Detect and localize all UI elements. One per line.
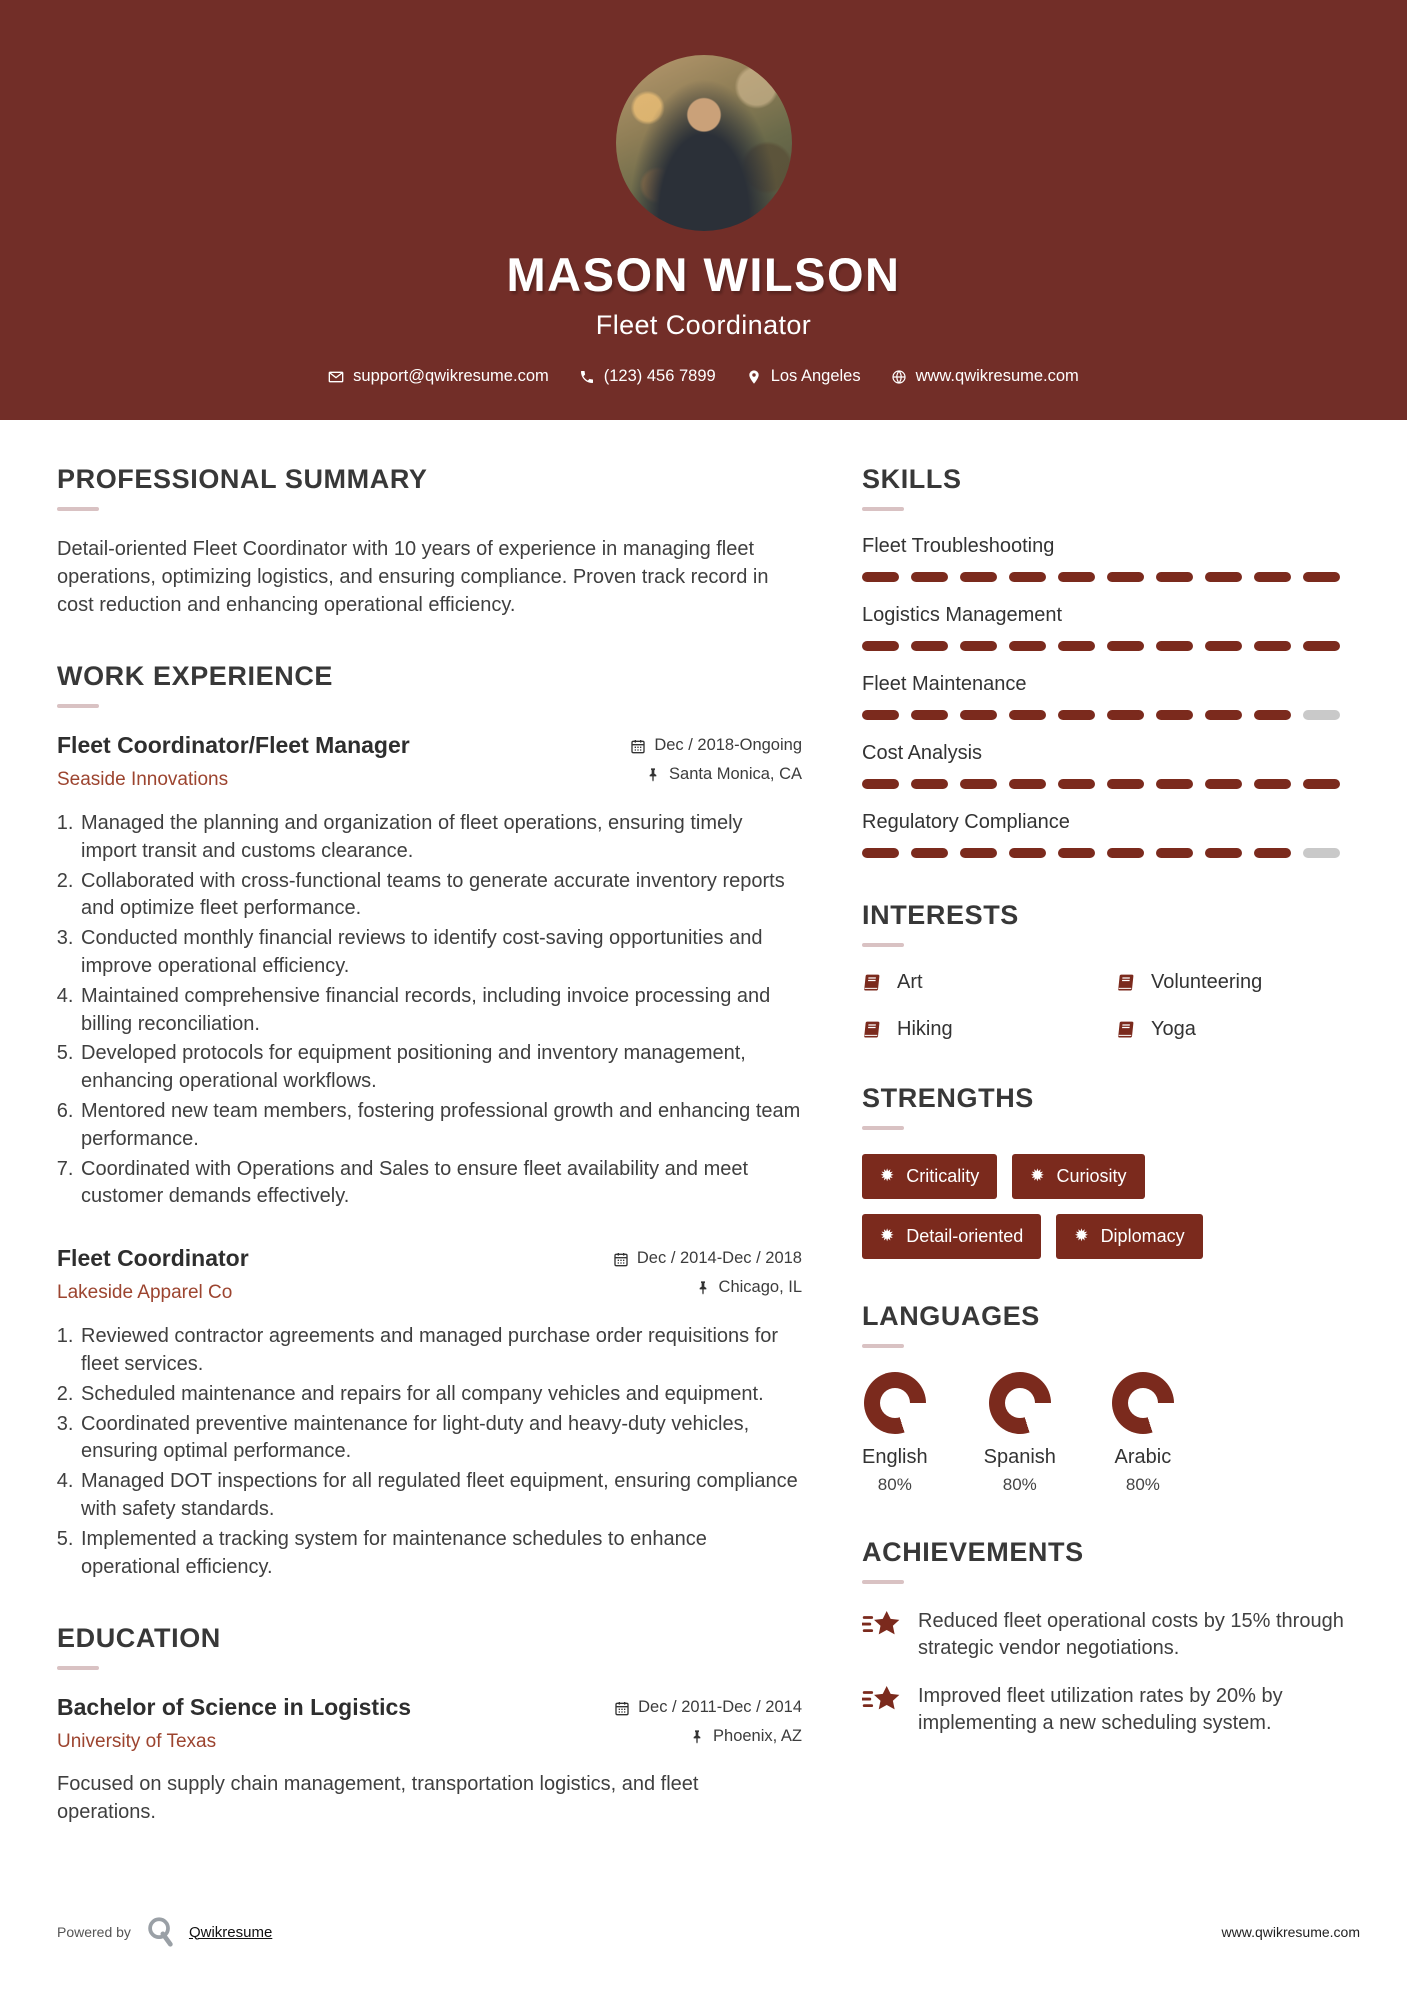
person-name: MASON WILSON — [506, 248, 901, 301]
book-icon — [861, 1020, 883, 1040]
heading-underline — [862, 507, 904, 511]
contact-email[interactable] — [328, 367, 549, 386]
skill-level-dash — [1009, 641, 1046, 651]
skill-level-dash — [1156, 779, 1193, 789]
resume-body — [0, 420, 1407, 1868]
skill-level-dash — [911, 779, 948, 789]
skill-level-dash — [960, 848, 997, 858]
section-languages — [862, 1301, 1360, 1495]
pushpin-icon — [695, 1280, 711, 1296]
education-location — [614, 1727, 802, 1746]
powered-by-label: Powered by — [57, 1924, 131, 1940]
heading-underline — [862, 1126, 904, 1130]
work-heading: WORK EXPERIENCE — [57, 661, 334, 691]
job-list — [57, 732, 802, 1581]
contact-location — [746, 367, 861, 386]
skill-level-dash — [1009, 572, 1046, 582]
skill-level-bar — [862, 572, 1360, 582]
skill-level-dash — [1303, 710, 1340, 720]
skill-level-dash — [1107, 641, 1144, 651]
skill-level-dash — [1107, 779, 1144, 789]
contact-phone-text: (123) 456 7899 — [603, 367, 716, 385]
section-strengths — [862, 1083, 1360, 1259]
skill-level-bar — [862, 710, 1360, 720]
skill-level-dash — [1205, 779, 1242, 789]
skill-level-dash — [1107, 710, 1144, 720]
job-bullet: 7. Coordinated with Operations and Sales to ensure fleet availability and meet customer demands effectively. — [79, 1156, 802, 1212]
skill-level-dash — [1254, 641, 1291, 651]
skill-level-dash — [1205, 572, 1242, 582]
skill-level-dash — [1156, 710, 1193, 720]
footer-url[interactable]: www.qwikresume.com — [1221, 1924, 1360, 1940]
strength-badge — [862, 1154, 997, 1199]
skill-level-bar — [862, 848, 1360, 858]
education-heading: EDUCATION — [57, 1623, 221, 1654]
achievement-item — [862, 1683, 1360, 1738]
skill-level-dash — [862, 572, 899, 582]
pushpin-icon — [689, 1729, 705, 1745]
achievements-heading: ACHIEVEMENTS — [862, 1537, 1084, 1567]
skill-level-dash — [1107, 848, 1144, 858]
job-bullet: 3. Conducted monthly financial reviews to identify cost-saving opportunities and improve operational efficiency. — [79, 925, 802, 981]
qwikresume-link[interactable]: Qwikresume — [188, 1923, 273, 1941]
heading-underline — [57, 1666, 99, 1670]
strengths-heading: STRENGTHS — [862, 1083, 1034, 1113]
skill-level-dash — [1254, 848, 1291, 858]
job-bullet: 3. Coordinated preventive maintenance for light-duty and heavy-duty vehicles, ensuring optimal performance. — [79, 1411, 802, 1467]
calendar-icon — [630, 738, 646, 754]
education-location-text: Phoenix, AZ — [713, 1727, 802, 1746]
strength-label: Criticality — [906, 1166, 980, 1186]
calendar-icon — [613, 1251, 629, 1267]
language-ring-chart — [1112, 1372, 1174, 1434]
job-location — [613, 1278, 802, 1297]
skill-row — [862, 604, 1360, 651]
resume-header — [0, 0, 1407, 420]
language-name: Arabic — [1114, 1446, 1172, 1468]
job-bullet: 4. Managed DOT inspections for all regulated fleet equipment, ensuring compliance with safety standards. — [79, 1468, 802, 1524]
globe-icon — [891, 369, 907, 385]
section-professional-summary — [57, 464, 802, 619]
job-date-text: Dec / 2018-Ongoing — [654, 736, 802, 754]
language-name: English — [862, 1446, 928, 1468]
skill-level-dash — [862, 710, 899, 720]
skill-level-dash — [1156, 572, 1193, 582]
skill-name: Regulatory Compliance — [862, 811, 1070, 833]
job-bullet: 5. Implemented a tracking system for maintenance schedules to enhance operational efficiency. — [79, 1526, 802, 1582]
calendar-icon — [614, 1700, 630, 1716]
achievement-item — [862, 1608, 1360, 1663]
contact-website[interactable] — [891, 367, 1079, 386]
skill-level-dash — [862, 848, 899, 858]
burst-icon: ✹ — [1074, 1226, 1089, 1246]
education-date-text: Dec / 2011-Dec / 2014 — [638, 1698, 802, 1717]
contact-location-text: Los Angeles — [770, 367, 861, 385]
shooting-star-icon — [862, 1685, 902, 1715]
profile-photo — [616, 55, 792, 231]
skill-level-dash — [1058, 572, 1095, 582]
skill-level-dash — [1156, 641, 1193, 651]
interests-heading: INTERESTS — [862, 900, 1019, 930]
skill-name: Cost Analysis — [862, 742, 983, 764]
job-location — [630, 765, 802, 784]
education-dates — [614, 1698, 802, 1717]
skill-level-dash — [911, 848, 948, 858]
skill-name: Fleet Troubleshooting — [862, 535, 1055, 557]
left-column — [57, 464, 802, 1868]
job-bullets — [79, 810, 802, 1211]
page-footer — [57, 1916, 1360, 1948]
summary-text: Detail-oriented Fleet Coordinator with 10 years of experience in managing fleet operations, optimizing logistics, and ensuring compliance. Proven track record in cost reduction and enhancing operational efficiency. — [57, 538, 769, 616]
contact-website-text: www.qwikresume.com — [915, 367, 1079, 385]
skill-level-dash — [862, 779, 899, 789]
job-bullet: 4. Maintained comprehensive financial records, including invoice processing and billing reconciliation. — [79, 983, 802, 1039]
heading-underline — [57, 507, 99, 511]
skill-level-bar — [862, 779, 1360, 789]
section-interests — [862, 900, 1360, 1041]
skill-name: Fleet Maintenance — [862, 673, 1027, 695]
job-location-text: Santa Monica, CA — [669, 765, 802, 783]
qwikresume-logo-icon — [145, 1916, 175, 1948]
strength-label: Diplomacy — [1100, 1226, 1185, 1246]
job-title: Fleet Coordinator — [57, 1245, 249, 1272]
skill-level-dash — [911, 572, 948, 582]
section-skills — [862, 464, 1360, 858]
languages-heading: LANGUAGES — [862, 1301, 1040, 1331]
right-column — [862, 464, 1360, 1868]
burst-icon: ✹ — [1030, 1166, 1045, 1186]
language-ring-chart — [864, 1372, 926, 1434]
skill-level-dash — [1303, 848, 1340, 858]
interest-label: Art — [897, 971, 923, 993]
skill-level-dash — [1058, 848, 1095, 858]
burst-icon: ✹ — [880, 1226, 895, 1246]
job-bullets — [79, 1323, 802, 1581]
skill-level-dash — [960, 710, 997, 720]
interests-list — [862, 971, 1360, 1041]
job-entry — [57, 1245, 802, 1581]
contact-email-text: support@qwikresume.com — [353, 367, 549, 385]
interest-label: Volunteering — [1151, 971, 1263, 993]
skill-level-dash — [1058, 779, 1095, 789]
heading-underline — [862, 943, 904, 947]
phone-icon — [579, 369, 595, 385]
strength-badge — [862, 1214, 1041, 1259]
job-dates — [613, 1249, 802, 1268]
degree-title: Bachelor of Science in Logistics — [57, 1694, 412, 1721]
skill-level-dash — [1009, 848, 1046, 858]
interest-item — [1116, 1018, 1360, 1041]
interest-label: Yoga — [1151, 1018, 1196, 1040]
job-dates — [630, 736, 802, 755]
strength-label: Detail-oriented — [906, 1226, 1024, 1246]
skill-name: Logistics Management — [862, 604, 1063, 626]
education-description: Focused on supply chain management, transportation logistics, and fleet operations. — [57, 1773, 699, 1824]
language-ring-chart — [989, 1372, 1051, 1434]
skill-level-dash — [1303, 641, 1340, 651]
company-name: Lakeside Apparel Co — [57, 1282, 233, 1304]
skill-level-dash — [1205, 710, 1242, 720]
shooting-star-icon — [862, 1610, 902, 1640]
skill-level-dash — [1205, 848, 1242, 858]
language-item — [984, 1372, 1056, 1495]
burst-icon: ✹ — [880, 1166, 895, 1186]
skill-level-dash — [911, 641, 948, 651]
strength-badge — [1056, 1214, 1202, 1259]
language-item — [1112, 1372, 1174, 1495]
skill-level-dash — [1254, 572, 1291, 582]
skill-level-dash — [960, 641, 997, 651]
skill-level-dash — [1205, 641, 1242, 651]
skill-row — [862, 811, 1360, 858]
skill-level-dash — [1254, 779, 1291, 789]
skill-level-dash — [911, 710, 948, 720]
pushpin-icon — [645, 767, 661, 783]
skill-level-dash — [960, 779, 997, 789]
language-percent: 80% — [1125, 1475, 1160, 1494]
skill-row — [862, 535, 1360, 582]
language-percent: 80% — [877, 1475, 912, 1494]
job-bullet: 2. Collaborated with cross-functional teams to generate accurate inventory reports and optimize fleet performance. — [79, 868, 802, 924]
achievement-text: Reduced fleet operational costs by 15% through strategic vendor negotiations. — [918, 1610, 1344, 1660]
interest-item — [862, 971, 1106, 994]
email-icon — [328, 369, 344, 385]
job-bullet: 1. Reviewed contractor agreements and managed purchase order requisitions for fleet services. — [79, 1323, 802, 1379]
strength-label: Curiosity — [1056, 1166, 1127, 1186]
achievement-text: Improved fleet utilization rates by 20% by implementing a new scheduling system. — [918, 1684, 1283, 1735]
job-date-text: Dec / 2014-Dec / 2018 — [636, 1249, 802, 1268]
book-icon — [1115, 973, 1137, 993]
school-name: University of Texas — [57, 1731, 217, 1753]
language-name: Spanish — [983, 1446, 1056, 1468]
job-entry — [57, 732, 802, 1211]
skill-level-dash — [960, 572, 997, 582]
skill-level-dash — [1156, 848, 1193, 858]
heading-underline — [862, 1344, 904, 1348]
job-bullet: 6. Mentored new team members, fostering professional growth and enhancing team performance. — [79, 1098, 802, 1154]
languages-list — [862, 1372, 1360, 1495]
education-entry — [57, 1694, 802, 1826]
skill-level-dash — [1058, 641, 1095, 651]
heading-underline — [57, 704, 99, 708]
summary-heading: PROFESSIONAL SUMMARY — [57, 464, 428, 494]
book-icon — [861, 973, 883, 993]
job-location-text: Chicago, IL — [718, 1278, 802, 1297]
skill-level-bar — [862, 641, 1360, 651]
contact-phone — [579, 367, 716, 386]
powered-by — [57, 1916, 272, 1948]
skill-level-dash — [1303, 779, 1340, 789]
location-icon — [746, 369, 762, 385]
heading-underline — [862, 1580, 904, 1584]
skill-row — [862, 742, 1360, 789]
interest-item — [1116, 971, 1360, 994]
job-bullet: 2. Scheduled maintenance and repairs for all company vehicles and equipment. — [79, 1381, 802, 1409]
section-education — [57, 1623, 802, 1826]
interest-label: Hiking — [897, 1018, 953, 1040]
job-bullet: 5. Developed protocols for equipment positioning and inventory management, enhancing operational workflows. — [79, 1040, 802, 1096]
skill-level-dash — [862, 641, 899, 651]
contact-bar — [0, 367, 1407, 386]
skill-level-dash — [1303, 572, 1340, 582]
skill-level-dash — [1254, 710, 1291, 720]
person-job-title: Fleet Coordinator — [595, 310, 812, 340]
skill-level-dash — [1009, 779, 1046, 789]
skill-row — [862, 673, 1360, 720]
strengths-list — [862, 1154, 1282, 1259]
section-achievements — [862, 1537, 1360, 1738]
interest-item — [862, 1018, 1106, 1041]
section-work-experience — [57, 661, 802, 1581]
language-item — [862, 1372, 928, 1495]
language-percent: 80% — [1002, 1475, 1037, 1494]
skill-level-dash — [1107, 572, 1144, 582]
job-title: Fleet Coordinator/Fleet Manager — [57, 732, 410, 758]
achievements-list — [862, 1608, 1360, 1738]
company-name: Seaside Innovations — [57, 769, 229, 790]
job-bullet: 1. Managed the planning and organization of fleet operations, ensuring timely import transit and customs clearance. — [79, 810, 802, 866]
skill-level-dash — [1009, 710, 1046, 720]
skill-level-dash — [1058, 710, 1095, 720]
skills-list — [862, 535, 1360, 858]
strength-badge — [1012, 1154, 1144, 1199]
book-icon — [1115, 1020, 1137, 1040]
skills-heading: SKILLS — [862, 464, 962, 494]
